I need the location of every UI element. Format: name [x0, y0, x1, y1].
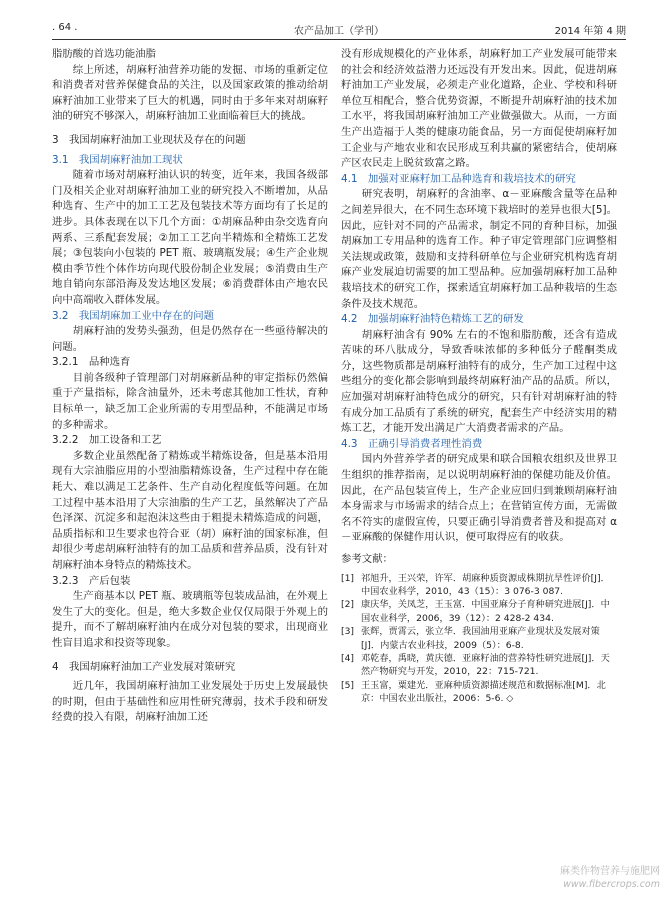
subsubsection-heading: 3.2.1 品种选育	[52, 356, 131, 369]
paragraph: 目前各级种子管理部门对胡麻新品种的审定指标仍然偏重于产量指标，除含油量外，还未考虑其他加工性状，育种目标单一，缺乏加工企业所需的专用型品种，不能满足市场的多种需求。	[52, 371, 328, 431]
reference-item	[341, 625, 617, 652]
paragraph: 生产商基本以 PET 瓶、玻璃瓶等包装成品油，在外观上发生了大的变化。但是，绝大多数企业仅仅局限于外观上的提升，而不了解胡麻籽油内在成分对包装的要求，出现商业性盲目追求和投资等现象。	[52, 590, 328, 649]
watermark-site-name: 麻类作物营养与施肥网	[560, 866, 660, 877]
reference-number: [5]	[341, 679, 355, 691]
watermark-url: www.fibercrops.com	[563, 879, 660, 890]
references-title: 参考文献：	[341, 553, 393, 565]
page-header	[52, 22, 626, 38]
subsection-heading: 3.2 我国胡麻加工业中存在的问题	[52, 309, 214, 322]
journal-name: 农产品加工（学刊）	[294, 26, 384, 37]
subsubsection-heading: 3.2.3 产后包装	[52, 574, 131, 587]
subsection-heading: 4.2 加强胡麻籽油特色精炼工艺的研发	[341, 313, 524, 326]
reference-list	[341, 572, 617, 706]
paragraph: 胡麻籽油含有 90% 左右的不饱和脂肪酸，还含有造成苦味的环八肽成分，导致香味浓郁的多种低分子醛酮类成分，这些物质都是胡麻籽油特有的成分，生产加工过程中这些组分的变化都会影响到最终胡麻籽油产品的品质。所以，应加强对胡麻籽油特色成分的研究，只有针对胡麻籽油的特有成分加工品质有了系统的研究，配套生产中经济实用的精炼工艺，才能开发出满足广大消费者需求的产品。	[341, 328, 617, 435]
section-heading: 4 我国胡麻籽油加工产业发展对策研究	[52, 660, 236, 673]
header-rule	[52, 39, 626, 40]
reference-number: [2]	[341, 599, 355, 611]
reference-text: 康庆华，关凤芝，王玉富．中国亚麻分子育种研究进展[J]．中国农业科学，2006，39（12）：2 428-2 434.	[361, 599, 610, 624]
reference-item	[341, 572, 617, 599]
subsection-heading: 3.1 我国胡麻籽油加工现状	[52, 153, 183, 166]
right-column	[341, 47, 617, 706]
reference-number: [3]	[341, 626, 355, 638]
reference-text: 邓乾春，禹晓，黄庆德．亚麻籽油的营养特性研究进展[J]．天然产物研究与开发，2010，22：715-721.	[361, 653, 610, 678]
reference-number: [1]	[341, 572, 355, 584]
reference-text: 张辉，贾霄云，张立华．我国油用亚麻产业现状及发展对策[J]．内蒙古农业科技，2009（5）：6-8.	[361, 626, 600, 651]
paragraph: 近几年，我国胡麻籽油加工业发展处于历史上发展最快的时期，但由于基础性和应用性研究薄弱，技术手段和研发经费的投入有限，胡麻籽油加工还	[52, 680, 328, 724]
paragraph: 多数企业虽然配备了精炼或半精炼设备，但是基本沿用现有大宗油脂应用的小型油脂精炼设备，生产过程中存在能耗大、难以满足工艺条件、生产自动化程度低等问题。在加工过程中基本沿用了大宗油脂的生产工艺，虽然解决了产品色泽深、沉淀多和起泡沫这些由于粗提未精炼造成的问题，品质指标和卫生要求也符合亚（胡）麻籽油的国家标准，但却很少考虑胡麻籽油特有的加工品质和营养品质，没有针对胡麻籽油本身特点的精炼技术。	[52, 449, 328, 571]
paragraph: 没有形成规模化的产业体系，胡麻籽加工产业发展可能带来的社会和经济效益潜力还远没有开发出来。因此，促进胡麻籽油加工产业发展，必须走产业化道路，企业、学校和科研单位互相配合，整合优势资源，不断提升胡麻籽油的技术加工水平，将我国胡麻籽油加工产业做强做大。从而，一方面生产出造福于人类的健康功能食品，另一方面促使胡麻籽加工企业与产地农业和农民形成互利共赢的紧密结合，使胡麻产区农民走上脱贫致富之路。	[341, 48, 617, 170]
reference-item	[341, 652, 617, 679]
reference-text: 祁旭升，王兴荣，许军．胡麻种质资源成株期抗旱性评价[J]．中国农业科学，2010，43（15）：3 076-3 087.	[361, 572, 610, 597]
watermark	[520, 865, 660, 891]
paragraph: 胡麻籽油的发势头强劲，但是仍然存在一些亟待解决的问题。	[52, 325, 328, 353]
paragraph: 国内外营养学者的研究成果和联合国粮农组织及世界卫生组织的推荐指南，足以说明胡麻籽油的保健功能及价值。因此，在产品包装宣传上，生产企业应回归到兼顾胡麻籽油本身需求与市场需求的结合点上；在营销宣传方面，无需做名不符实的虚假宣传，只要正确引导消费者普及和提高对 α－亚麻酸的保健作用认识，便可取得应有的收获。	[341, 453, 617, 544]
left-column	[52, 47, 328, 726]
subsubsection-heading: 3.2.2 加工设备和工艺	[52, 434, 162, 447]
issue-label: 2014 年第 4 期	[554, 26, 626, 37]
section-heading: 3 我国胡麻籽油加工业现状及存在的问题	[52, 133, 246, 146]
subsection-heading: 4.1 加强对亚麻籽加工品种选育和栽培技术的研究	[341, 172, 576, 185]
paragraph: 综上所述，胡麻籽油营养功能的发掘、市场的重新定位和消费者对营养保健食品的关注，以及国家政策的推动给胡麻籽油加工业带来了巨大的机遇，同时由于多年来对胡麻籽油的研究不够深入，胡麻籽油加工业面临着巨大的挑战。	[52, 63, 328, 123]
reference-text: 王玉富，粟建光．亚麻种质资源描述规范和数据标准[M]．北京：中国农业出版社，2006：5-6. ◇	[361, 679, 606, 705]
reference-item	[341, 679, 617, 706]
paragraph: 研究表明，胡麻籽的含油率、α－亚麻酸含量等在品种之间差异很大，在不同生态环境下栽培时的差异也很大[5]。因此，应针对不同的产品需求，制定不同的育种目标，加强胡麻加工专用品种的选育工作。种子审定管理部门应调整相关法规或政策，鼓励和支持科研单位与企业研究机构选育胡麻产业发展迫切需要的加工型品种。应加强胡麻籽加工品种栽培技术的研究工作，探索适宜胡麻籽加工品种栽培的生态条件及技术规范。	[341, 188, 617, 310]
page-number: . 64 .	[52, 22, 78, 33]
subsection-heading: 4.3 正确引导消费者理性消费	[341, 437, 483, 450]
paragraph: 随着市场对胡麻籽油认识的转变，近年来，我国各级部门及相关企业对胡麻籽油加工业的研究投入不断增加，从品种选育、生产中的加工工艺及包装技术等方面均有了长足的进步。具体表现在以下几个方面：①胡麻品种由杂交选育向两系、三系配套发展；②加工工艺向半精炼和全精炼工艺发展；③包装向小包装的 PET 瓶、玻璃瓶发展；④生产企业规模由季节性个体作坊向现代股份制企业发展；⑤消费由生产地自销向东部沿海及发达地区发展；⑥消费群体由产地农民向中高端收入群体发展。	[52, 169, 328, 306]
reference-item	[341, 598, 617, 625]
paragraph: 脂肪酸的首选功能油脂	[52, 48, 156, 60]
reference-number: [4]	[341, 653, 355, 665]
